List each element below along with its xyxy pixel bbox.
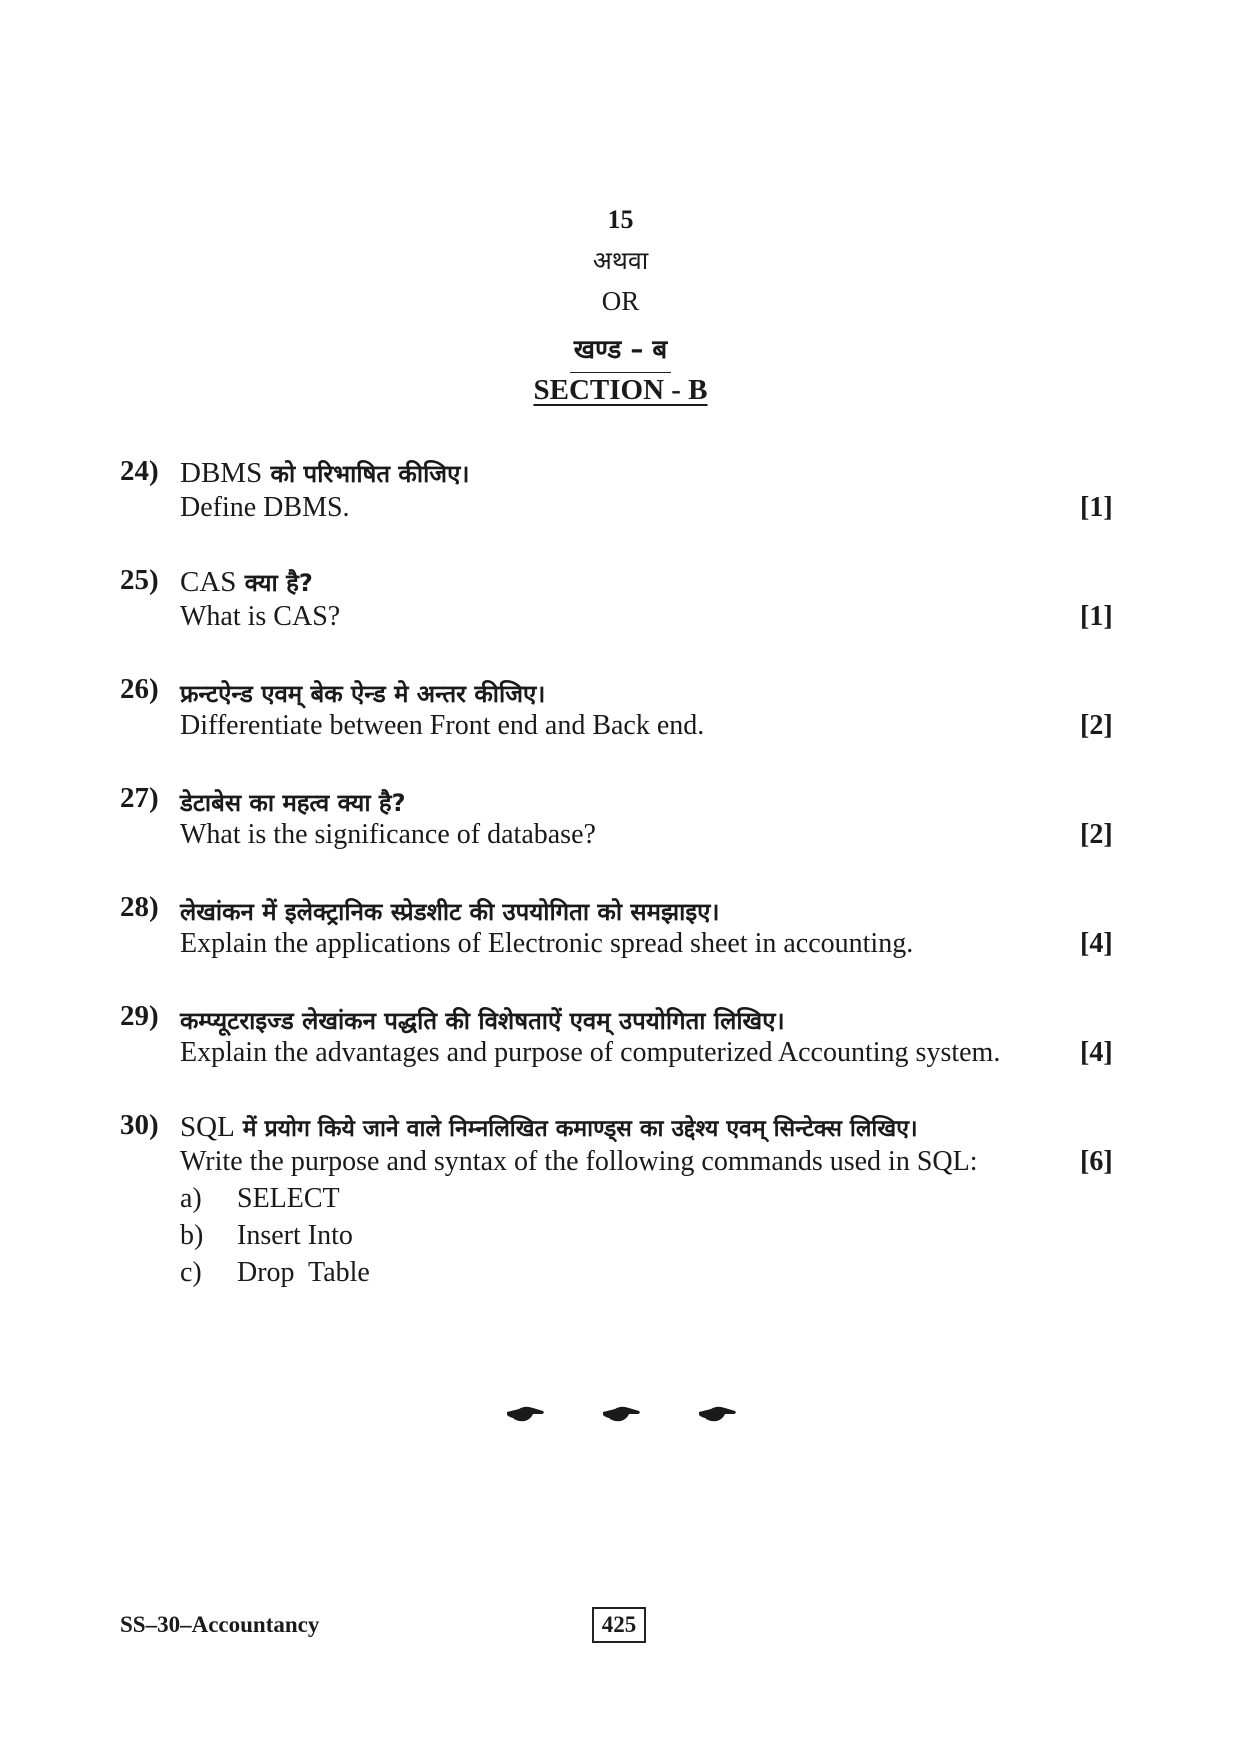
question-hindi-text: फ्रन्टऐन्ड एवम् बेक ऐन्ड मे अन्तर कीजिए। — [180, 680, 546, 708]
pointing-hand-icon — [601, 1403, 641, 1430]
pointing-hand-icon — [697, 1403, 737, 1430]
or-label: OR — [601, 286, 640, 316]
khand-text: खण्ड – ब — [570, 330, 671, 373]
question-hindi — [180, 1004, 785, 1037]
question-number: 26) — [120, 673, 159, 705]
footer-page-box: 425 — [592, 1607, 646, 1643]
question-english: Write the purpose and syntax of the following commands used in SQL: — [180, 1146, 978, 1177]
question-number: 28) — [120, 891, 159, 923]
question-marks: [4] — [1080, 1037, 1113, 1068]
question-hindi-text: लेखांकन में इलेक्ट्रानिक स्प्रेडशीट की उपयोगिता को समझाइए। — [180, 898, 720, 926]
question-english: Define DBMS. — [180, 492, 350, 523]
option-text: Insert Into — [237, 1220, 353, 1251]
page-number: 15 — [607, 205, 634, 234]
question-hindi — [180, 786, 406, 819]
question-hindi-text: को परिभाषित कीजिए। — [262, 460, 470, 488]
question-hindi — [180, 566, 313, 599]
question-hindi — [180, 457, 469, 490]
question-marks: [1] — [1080, 492, 1113, 523]
question-hindi-text: कम्प्यूटराइज्ड लेखांकन पद्धति की विशेषताऐं एवम् उपयोगिता लिखिए। — [180, 1007, 785, 1035]
question-marks: [6] — [1080, 1146, 1113, 1177]
option-text: Drop Table — [237, 1257, 370, 1288]
question-hindi-text: में प्रयोग किये जाने वाले निम्नलिखित कमाण्ड्स का उद्देश्य एवम् सिन्टेक्स लिखिए। — [234, 1116, 918, 1142]
question-english: What is the significance of database? — [180, 819, 596, 850]
option-text: SELECT — [237, 1183, 340, 1214]
question-marks: [2] — [1080, 710, 1113, 741]
section-text: SECTION - B — [533, 374, 708, 406]
question-hindi-prefix: SQL — [180, 1111, 235, 1143]
question-english: What is CAS? — [180, 601, 341, 632]
question-english: Differentiate between Front end and Back end. — [180, 710, 705, 741]
question-marks: [1] — [1080, 601, 1113, 632]
option-label: b) — [180, 1220, 204, 1251]
question-marks: [4] — [1080, 928, 1113, 959]
question-hindi-prefix: DBMS — [180, 457, 263, 489]
khand-heading — [0, 330, 1241, 373]
question-english: Explain the advantages and purpose of computerized Accounting system. — [180, 1037, 1001, 1068]
question-hindi — [180, 1111, 918, 1144]
athva-label: अथवा — [592, 246, 649, 275]
pointing-hand-icon — [505, 1403, 545, 1430]
question-english: Explain the applications of Electronic spread sheet in accounting. — [180, 928, 914, 959]
question-hindi-text: डेटाबेस का महत्व क्या है? — [180, 789, 406, 817]
question-number: 30) — [120, 1109, 159, 1141]
question-number: 29) — [120, 1000, 159, 1032]
option-label: c) — [180, 1257, 202, 1288]
question-number: 27) — [120, 782, 159, 814]
question-marks: [2] — [1080, 819, 1113, 850]
end-marker — [0, 1403, 1241, 1430]
question-hindi — [180, 677, 545, 710]
question-hindi-prefix: CAS — [180, 566, 237, 598]
question-hindi — [180, 895, 720, 928]
question-number: 25) — [120, 564, 159, 596]
question-hindi-text: क्या है? — [236, 569, 313, 597]
question-number: 24) — [120, 455, 159, 487]
section-heading — [0, 374, 1241, 407]
footer-paper-code: SS–30–Accountancy — [120, 1612, 320, 1637]
option-label: a) — [180, 1183, 202, 1214]
